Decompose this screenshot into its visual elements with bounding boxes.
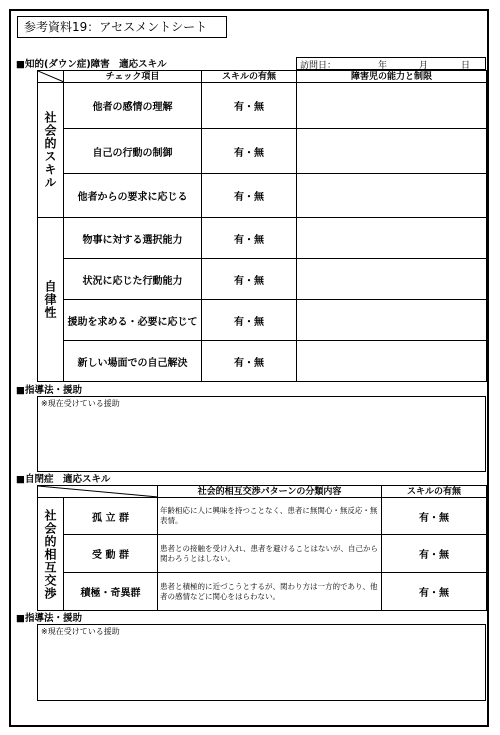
- guidance1-heading: ■指導法・援助: [16, 385, 82, 396]
- group-autonomy: 自律性: [38, 218, 64, 382]
- yes-no-choice[interactable]: 有・無: [202, 174, 297, 218]
- skills-table-1: [37, 70, 487, 382]
- col-skill-header: スキルの有無: [202, 71, 297, 83]
- yes-no-choice[interactable]: 有・無: [202, 83, 297, 129]
- guidance2-note: ※現在受けている援助: [41, 627, 120, 636]
- guidance2-box[interactable]: [37, 624, 486, 701]
- pattern-name: 積極・奇異群: [64, 573, 158, 611]
- check-item: 自己の行動の制御: [64, 129, 202, 174]
- pattern-description: 年齢相応に人に興味を持つことなく、患者に無関心・無反応・無表情。: [158, 498, 382, 535]
- guidance1-note: ※現在受けている援助: [41, 399, 120, 408]
- diagonal-header-cell: [38, 71, 64, 83]
- pattern-description: 患者と積極的に近づこうとするが、関わり方は一方的であり、他者の感情などに関心をはらわない。: [158, 573, 382, 611]
- ability-field[interactable]: [297, 300, 487, 341]
- col-skill-header: スキルの有無: [382, 486, 487, 498]
- check-item: 物事に対する選択能力: [64, 218, 202, 259]
- date-year: 年: [378, 61, 388, 71]
- date-day: 日: [461, 61, 471, 71]
- yes-no-choice[interactable]: 有・無: [202, 341, 297, 382]
- yes-no-choice[interactable]: 有・無: [202, 129, 297, 174]
- check-item: 他者からの要求に応じる: [64, 174, 202, 218]
- ability-field[interactable]: [297, 129, 487, 174]
- ability-field[interactable]: [297, 259, 487, 300]
- yes-no-choice[interactable]: 有・無: [202, 259, 297, 300]
- ability-field[interactable]: [297, 218, 487, 259]
- yes-no-choice[interactable]: 有・無: [382, 573, 487, 611]
- yes-no-choice[interactable]: 有・無: [202, 300, 297, 341]
- col-ability-header: 障害児の能力と制限: [297, 71, 487, 83]
- visit-date-box: [296, 57, 486, 70]
- yes-no-choice[interactable]: 有・無: [382, 498, 487, 535]
- pattern-name: 受 動 群: [64, 535, 158, 573]
- ability-field[interactable]: [297, 341, 487, 382]
- group-social-skill: 社会的スキル: [38, 83, 64, 218]
- ability-field[interactable]: [297, 83, 487, 129]
- ability-field[interactable]: [297, 174, 487, 218]
- diagonal-header-cell: [38, 486, 158, 498]
- section1-heading: ■知的(ダウン症)障害 適応スキル: [16, 59, 167, 70]
- guidance1-box[interactable]: [37, 396, 486, 472]
- guidance2-heading: ■指導法・援助: [16, 613, 82, 624]
- check-item: 援助を求める・必要に応じて: [64, 300, 202, 341]
- document-title: 参考資料19：アセスメントシート: [17, 16, 227, 38]
- check-item: 他者の感情の理解: [64, 83, 202, 129]
- date-month: 月: [419, 61, 429, 71]
- pattern-name: 孤 立 群: [64, 498, 158, 535]
- yes-no-choice[interactable]: 有・無: [202, 218, 297, 259]
- check-item: 新しい場面での自己解決: [64, 341, 202, 382]
- section2-heading: ■自閉症 適応スキル: [16, 474, 111, 485]
- yes-no-choice[interactable]: 有・無: [382, 535, 487, 573]
- check-item: 状況に応じた行動能力: [64, 259, 202, 300]
- col-pattern-header: 社会的相互交渉パターンの分類内容: [158, 486, 382, 498]
- skills-table-2: [37, 485, 487, 611]
- pattern-description: 患者との接触を受け入れ、患者を避けることはないが、自己から関わろうとはしない。: [158, 535, 382, 573]
- group-social-interaction: 社会的相互交渉: [38, 498, 64, 611]
- col-check-header: チェック項目: [64, 71, 202, 83]
- visit-date-label: 訪問日：: [300, 61, 337, 71]
